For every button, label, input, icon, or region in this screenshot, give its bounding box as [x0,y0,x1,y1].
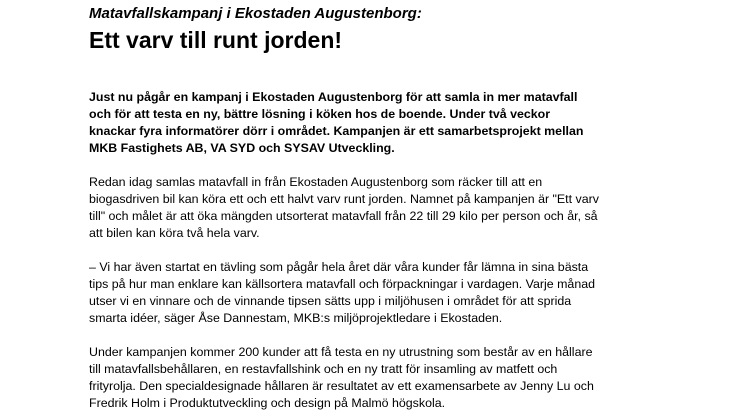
document-page [89,5,729,412]
paragraph-line: till matavfallsbehållaren, en restavfallshink och en ny tratt för insamling av matfett och [89,362,558,376]
paragraph-line: till" och målet är att öka mängden utsorterat matavfall från 22 till 29 kilo per person och år, så [89,209,598,223]
lead-line: MKB Fastighets AB, VA SYD och SYSAV Utveckling. [89,141,395,155]
paragraph-line: utser vi en vinnare och de vinnande tipsen sätts upp i miljöhusen i området för att sprida [89,294,572,308]
paragraph-line: Under kampanjen kommer 200 kunder att få testa en ny utrustning som består av en hållare [89,345,593,359]
paragraph-line: att bilen kan köra två hela varv. [89,226,260,240]
paragraph-line: Fredrik Holm i Produktutveckling och design på Malmö högskola. [89,396,446,410]
paragraph-line: tips på hur man enklare kan källsortera matavfall och förpackningar i vardagen. Varje månad [89,277,595,291]
paragraph-line: – Vi har även startat en tävling som pågår hela året där våra kunder får lämna in sina bästa [89,260,589,274]
paragraph-line: frityrolja. Den specialdesignade hållaren är resultatet av ett examensarbete av Jenny Lu och [89,379,594,393]
article-lead [89,89,729,157]
paragraph-line: Redan idag samlas matavfall in från Ekostaden Augustenborg som räcker till att en [89,175,543,189]
lead-line: knackar fyra informatörer dörr i området. Kampanjen är ett samarbetsprojekt mellan [89,124,584,138]
lead-line: Just nu pågår en kampanj i Ekostaden Augustenborg för att samla in mer matavfall [89,90,578,104]
body-paragraph-1 [89,174,729,242]
body-paragraph-3 [89,344,729,412]
article-kicker: Matavfallskampanj i Ekostaden Augustenborg: [89,5,422,22]
body-paragraph-2 [89,259,729,327]
paragraph-line: biogasdriven bil kan köra ett och ett halvt varv runt jorden. Namnet på kampanjen är "Ett varv [89,192,599,206]
paragraph-line: smarta idéer, säger Åse Dannestam, MKB:s miljöprojektledare i Ekostaden. [89,311,503,325]
lead-line: och för att testa en ny, bättre lösning i köken hos de boende. Under två veckor [89,107,551,121]
article-title: Ett varv till runt jorden! [89,27,343,53]
